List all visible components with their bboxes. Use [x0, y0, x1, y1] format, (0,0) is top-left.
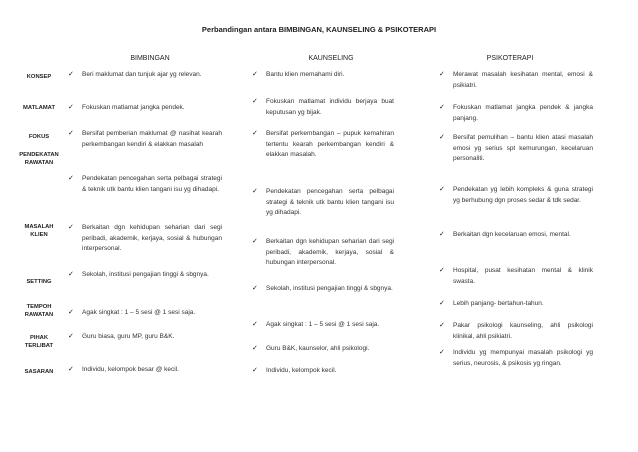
- psikoterapi-item-matlamat: [439, 103, 593, 124]
- row-label-pihak-line1: PIHAK: [29, 335, 49, 341]
- check-icon: ✓: [252, 345, 258, 352]
- bimbingan-text: Fokuskan matlamat jangka pendek.: [82, 104, 185, 111]
- check-icon: ✓: [68, 224, 74, 231]
- row-label-masalah-line2: KLIEN: [30, 232, 48, 238]
- psikoterapi-text: Pakar psikologi kaunseling, ahli psikologi klinikal, ahli psikiatri.: [453, 322, 593, 340]
- check-icon: ✓: [439, 71, 445, 78]
- check-icon: ✓: [439, 300, 445, 307]
- bimbingan-item-pendekatan: [68, 174, 222, 195]
- check-icon: ✓: [252, 98, 258, 105]
- check-icon: ✓: [68, 333, 74, 340]
- row-label-fokus: FOKUS: [28, 134, 50, 140]
- kaunseling-text: Guru B&K, kaunselor, ahli psikologi.: [266, 345, 370, 352]
- check-icon: ✓: [439, 104, 445, 111]
- check-icon: ✓: [68, 104, 74, 111]
- psikoterapi-item-setting: [439, 266, 593, 287]
- psikoterapi-text: Fokuskan matlamat jangka pendek & jangka panjang.: [453, 104, 593, 122]
- check-icon: ✓: [252, 130, 258, 137]
- check-icon: ✓: [252, 238, 258, 245]
- bimbingan-item-konsep: [68, 70, 222, 81]
- check-icon: ✓: [252, 188, 258, 195]
- psikoterapi-item-sasaran: [439, 348, 593, 369]
- row-label-pendekatan: [14, 151, 64, 167]
- kaunseling-item-pendekatan: [252, 187, 394, 219]
- check-icon: ✓: [252, 367, 258, 374]
- psikoterapi-item-pihak: [439, 321, 593, 342]
- bimbingan-item-sasaran: [68, 365, 222, 376]
- bimbingan-text: Guru biasa, guru MP, guru B&K.: [82, 333, 175, 340]
- psikoterapi-text: Hospital, pusat kesihatan mental & klinik swasta.: [453, 267, 593, 285]
- bimbingan-text: Beri maklumat dan tunjuk ajar yg relevan.: [82, 71, 202, 78]
- row-label-pendekatan-line2: RAWATAN: [24, 160, 54, 166]
- psikoterapi-text: Individu yg mempunyai masalah psikologi yg serius, neurosis, & psikosis yg ringan.: [453, 349, 593, 367]
- row-label-tempoh-rawatan: [14, 303, 64, 319]
- row-label-tempoh-line1: TEMPOH: [26, 304, 52, 310]
- bimbingan-text: Pendekatan pencegahan serta pelbagai strategi & teknik utk bantu klien tangani isu yg dihadapi.: [82, 175, 222, 193]
- psikoterapi-item-fokus: [439, 133, 593, 165]
- column-header-kaunseling: KAUNSELING: [308, 55, 354, 62]
- kaunseling-text: Individu, kelompok kecil.: [266, 367, 337, 374]
- check-icon: ✓: [439, 186, 445, 193]
- kaunseling-item-sasaran: [252, 366, 394, 377]
- kaunseling-text: Agak singkat : 1 – 5 sesi @ 1 sesi saja.: [266, 321, 380, 328]
- bimbingan-item-setting: [68, 270, 222, 281]
- kaunseling-item-setting: [252, 284, 394, 295]
- psikoterapi-text: Bersifat pemulihan – bantu klien atasi masalah emosi yg serius spt kemurungan, kecelaruan personaliti.: [453, 134, 593, 162]
- psikoterapi-item-masalah: [439, 230, 593, 241]
- kaunseling-item-pihak: [252, 344, 394, 355]
- kaunseling-item-fokus: [252, 129, 394, 161]
- kaunseling-item-konsep: [252, 70, 394, 81]
- row-label-setting: SETTING: [26, 279, 52, 285]
- kaunseling-text: Bantu klien memahami diri.: [266, 71, 345, 78]
- row-label-masalah-line1: MASALAH: [24, 224, 54, 230]
- page-title: Perbandingan antara BIMBINGAN, KAUNSELING & PSIKOTERAPI: [201, 25, 437, 34]
- kaunseling-item-masalah: [252, 237, 394, 269]
- column-header-psikoterapi: PSIKOTERAPI: [486, 55, 534, 62]
- check-icon: ✓: [439, 267, 445, 274]
- psikoterapi-item-pendekatan: [439, 185, 593, 206]
- check-icon: ✓: [439, 349, 445, 356]
- check-icon: ✓: [68, 309, 74, 316]
- check-icon: ✓: [252, 321, 258, 328]
- kaunseling-text: Sekolah, institusi pengajian tinggi & sbgnya.: [266, 285, 393, 292]
- psikoterapi-text: Pendekatan yg lebih kompleks & guna strategi yg berhubung dgn proses sedar & tdk sedar.: [453, 186, 593, 204]
- check-icon: ✓: [68, 366, 74, 373]
- psikoterapi-text: Merawat masalah kesihatan mental, emosi & psikiatri.: [453, 71, 593, 89]
- row-label-konsep: KONSEP: [26, 74, 52, 80]
- kaunseling-text: Bersifat perkembangan – pupuk kemahiran tertentu kearah perkembangan kendiri & elakkan masalah.: [266, 130, 394, 158]
- row-label-pendekatan-line1: PENDEKATAN: [19, 152, 59, 158]
- row-label-sasaran: SASARAN: [24, 369, 54, 375]
- row-label-pihak-line2: TERLIBAT: [24, 343, 54, 349]
- bimbingan-item-tempoh: [68, 308, 222, 319]
- bimbingan-item-fokus: [68, 129, 222, 150]
- check-icon: ✓: [68, 71, 74, 78]
- check-icon: ✓: [439, 322, 445, 329]
- bimbingan-item-pihak: [68, 332, 222, 343]
- kaunseling-item-matlamat: [252, 97, 394, 118]
- row-label-masalah-klien: [14, 223, 64, 239]
- bimbingan-text: Bersifat pemberian maklumat @ nasihat kearah perkembangan kendiri & elakkan masalah: [82, 130, 222, 148]
- row-label-tempoh-line2: RAWATAN: [24, 312, 54, 318]
- bimbingan-item-matlamat: [68, 103, 222, 114]
- psikoterapi-item-konsep: [439, 70, 593, 91]
- check-icon: ✓: [252, 285, 258, 292]
- check-icon: ✓: [68, 175, 74, 182]
- psikoterapi-text: Berkaitan dgn kecelaruan emosi, mental.: [453, 231, 571, 238]
- bimbingan-text: Agak singkat : 1 – 5 sesi @ 1 sesi saja.: [82, 309, 196, 316]
- kaunseling-text: Berkaitan dgn kehidupan seharian dari segi peribadi, akademik, kerjaya, sosial & hubungan interpersonal.: [266, 238, 394, 266]
- kaunseling-text: Pendekatan pencegahan serta pelbagai strategi & teknik utk bantu klien tangani isu yg dihadapi.: [266, 188, 394, 216]
- bimbingan-text: Berkaitan dgn kehidupan seharian dari segi peribadi, akademik, kerjaya, sosial & hubungan interpersonal.: [82, 224, 222, 252]
- check-icon: ✓: [68, 130, 74, 137]
- row-label-matlamat: MATLAMAT: [23, 105, 55, 111]
- row-label-pihak-terlibat: [14, 334, 64, 350]
- kaunseling-item-tempoh: [252, 320, 394, 331]
- check-icon: ✓: [439, 231, 445, 238]
- bimbingan-item-masalah: [68, 223, 222, 255]
- psikoterapi-text: Lebih panjang- bertahun-tahun.: [453, 300, 544, 307]
- bimbingan-text: Sekolah, institusi pengajian tinggi & sbgnya.: [82, 271, 209, 278]
- check-icon: ✓: [68, 271, 74, 278]
- kaunseling-text: Fokuskan matlamat individu berjaya buat keputusan yg bijak.: [266, 98, 394, 116]
- column-header-bimbingan: BIMBINGAN: [130, 55, 170, 62]
- check-icon: ✓: [439, 134, 445, 141]
- bimbingan-text: Individu, kelompok besar @ kecil.: [82, 366, 179, 373]
- check-icon: ✓: [252, 71, 258, 78]
- psikoterapi-item-tempoh: [439, 299, 593, 310]
